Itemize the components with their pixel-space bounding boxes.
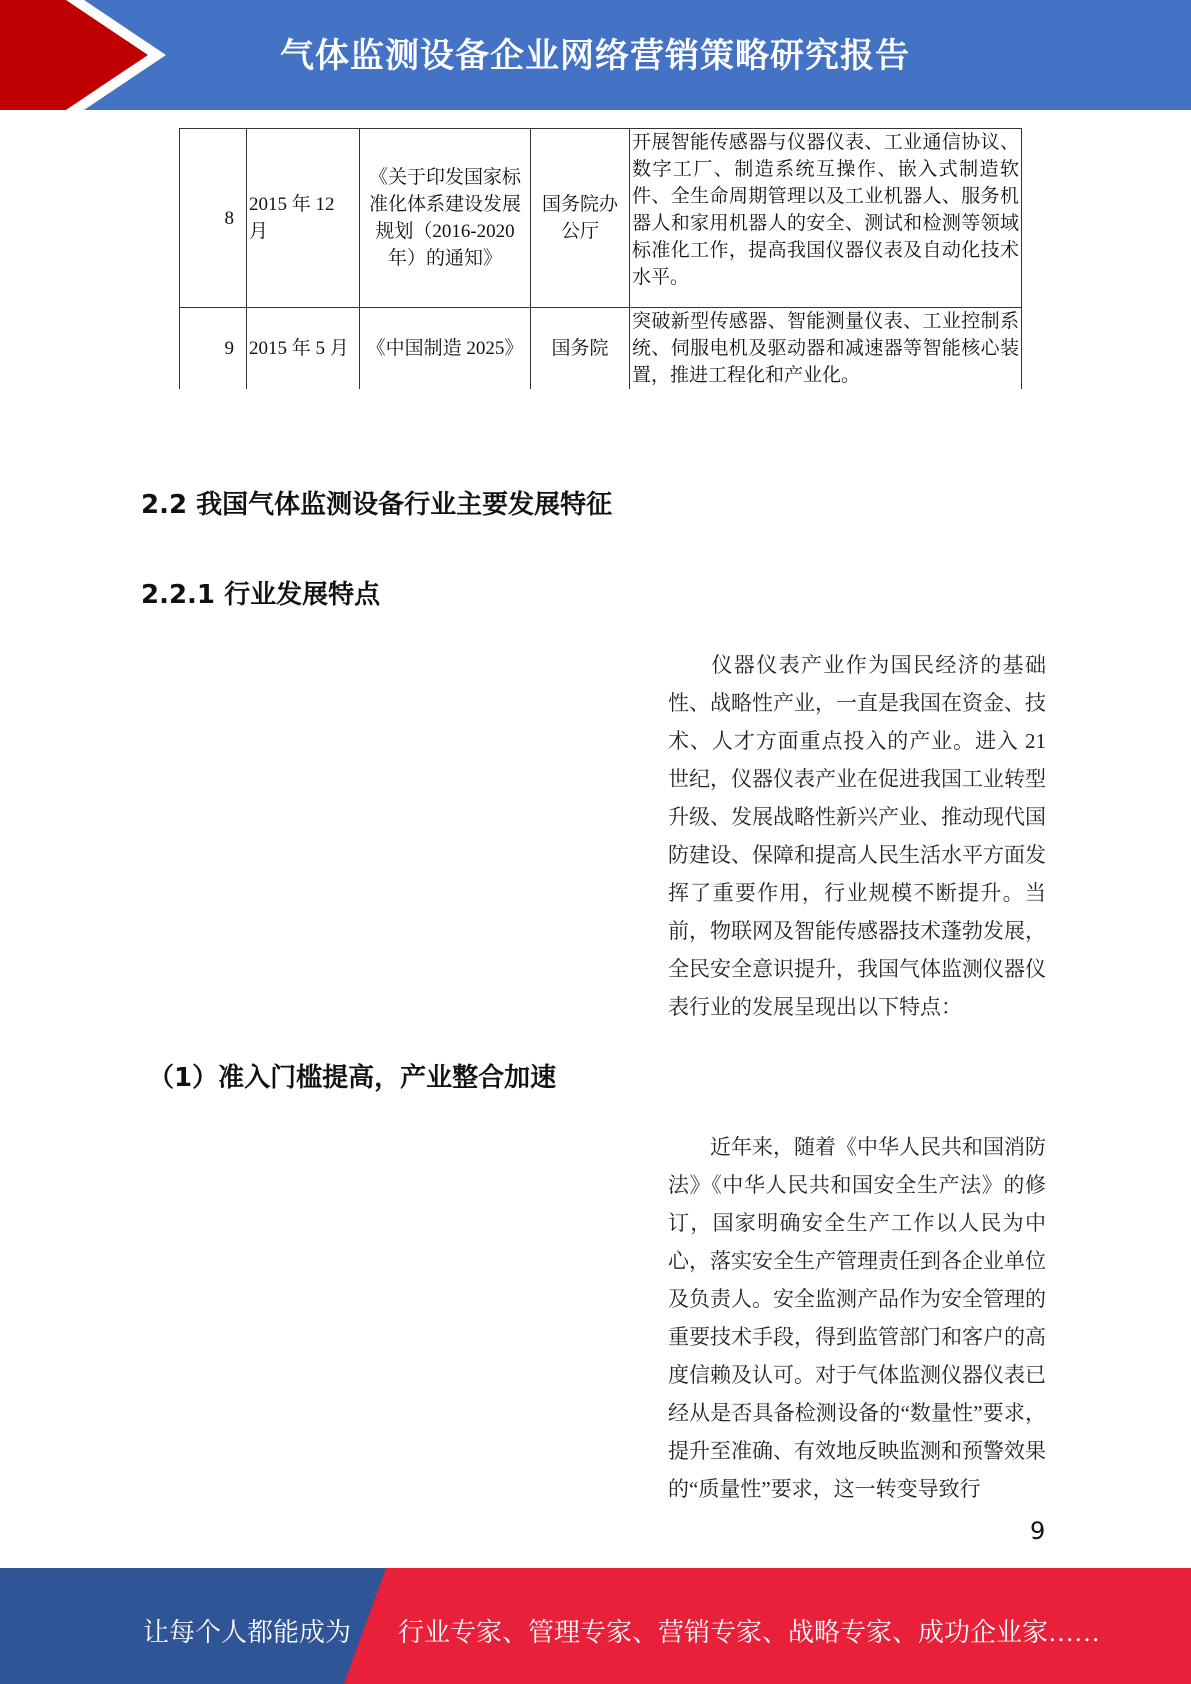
cell-document: 《关于印发国家标准化体系建设发展规划（2016-2020 年）的通知》 [360,129,531,308]
page-header [0,0,1191,110]
paragraph-text: 近年来，随着《中华人民共和国消防法》《中华人民共和国安全生产法》的修订，国家明确安全生产工作以人民为中心，落实安全生产管理责任到各企业单位及负责人。安全监测产品作为安全管理的重要技术手段，得到监管部门和客户的高度信赖及认可。对于气体监测仪器仪表已经从是否具备检测设备的“数量性”要求，提升至准确、有效地反映监测和预警效果的“质量性”要求，这一转变导致行 [668,1135,1046,1501]
cell-issuer: 国务院 [531,308,630,390]
paragraph [668,646,1046,1026]
cell-date: 2015 年 12 月 [247,129,360,308]
table-row [180,129,1022,308]
table-row [180,308,1022,390]
page-number: 9 [1030,1517,1046,1545]
footer-slogan-right: 行业专家、管理专家、营销专家、战略专家、成功企业家…… [398,1618,1101,1647]
paragraph [668,1128,1046,1508]
subsection-heading: 2.2.1 行业发展特点 [141,580,381,610]
cell-issuer: 国务院办公厅 [531,129,630,308]
cell-content: 开展智能传感器与仪器仪表、工业通信协议、数字工厂、制造系统互操作、嵌入式制造软件、全生命周期管理以及工业机器人、服务机器人和家用机器人的安全、测试和检测等领域标准化工作，提高我国仪器仪表及自动化技术水平。 [630,129,1022,308]
cell-no: 8 [180,129,247,308]
footer-slogan-left: 让每个人都能成为 [143,1618,352,1647]
report-title: 气体监测设备企业网络营销策略研究报告 [280,36,910,76]
cell-date: 2015 年 5 月 [247,308,360,390]
section-heading: 2.2 我国气体监测设备行业主要发展特征 [141,490,613,520]
cell-content: 突破新型传感器、智能测量仪表、工业控制系统、伺服电机及驱动器和减速器等智能核心装置，推进工程化和产业化。 [630,308,1022,390]
paragraph-text: 仪器仪表产业作为国民经济的基础性、战略性产业，一直是我国在资金、技术、人才方面重点投入的产业。进入 21 世纪，仪器仪表产业在促进我国工业转型升级、发展战略性新兴产业、推动现代国防建设、保障和提高人民生活水平方面发挥了重要作用，行业规模不断提升。当前，物联网及智能传感器技术蓬勃发展，全民安全意识提升，我国气体监测仪器仪表行业的发展呈现出以下特点： [668,653,1046,1019]
point-heading: （1）准入门槛提高，产业整合加速 [148,1063,557,1093]
policy-table [179,128,1022,389]
page-footer [0,1568,1191,1684]
cell-document: 《中国制造 2025》 [360,308,531,390]
cell-no: 9 [180,308,247,390]
